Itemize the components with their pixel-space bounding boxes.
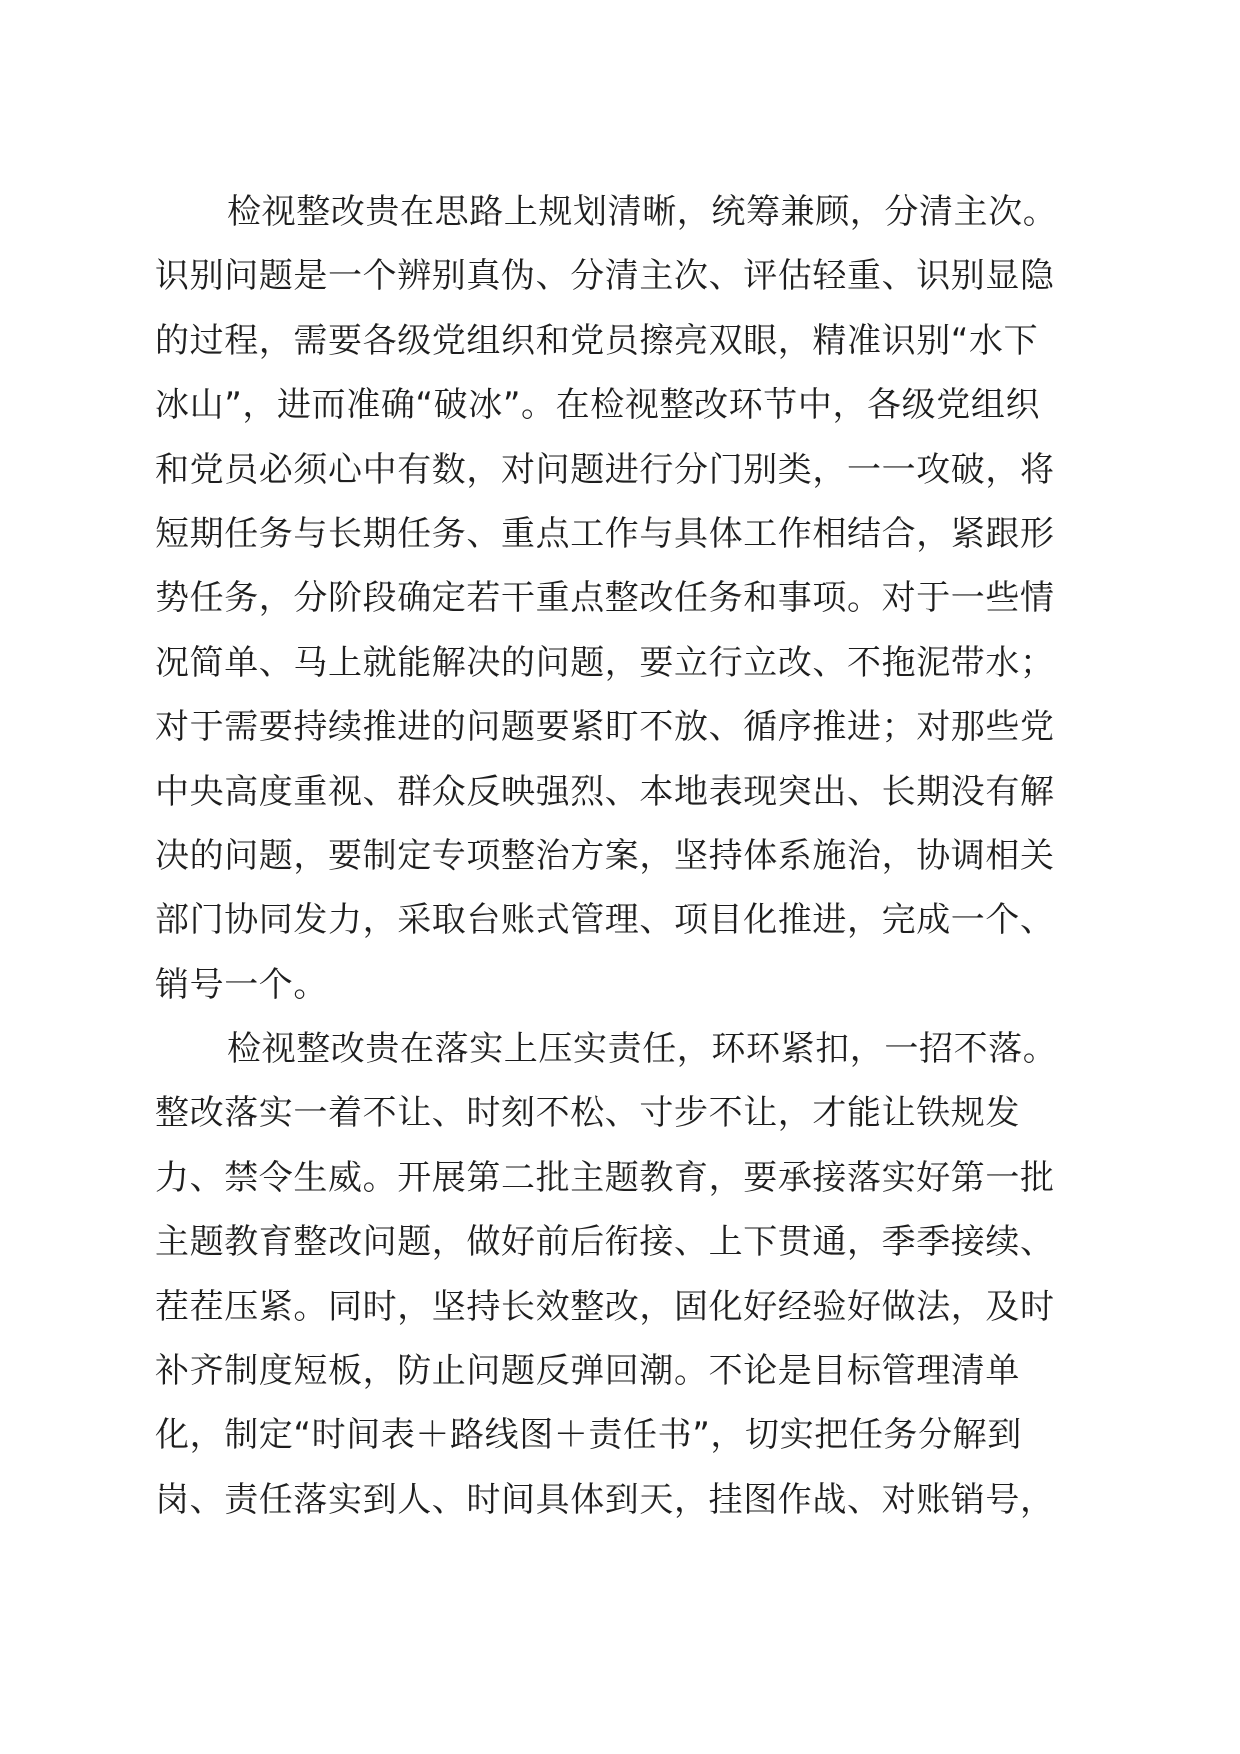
paragraph-line: 化，制定“时间表＋路线图＋责任书”，切实把任务分解到 [155, 1415, 1022, 1456]
paragraph-line: 和党员必须心中有数，对问题进行分门别类，一一攻破，将 [155, 449, 1055, 490]
paragraph-1 [155, 180, 1085, 1017]
paragraph-line: 冰山”，进而准确“破冰”。在检视整改环节中，各级党组织 [155, 385, 1041, 426]
paragraph-line: 销号一个。 [155, 964, 328, 1005]
paragraph-line: 检视整改贵在落实上压实责任，环环紧扣，一招不落。 [227, 1029, 1058, 1070]
paragraph-line: 决的问题，要制定专项整治方案，坚持体系施治，协调相关 [155, 835, 1055, 876]
paragraph-line: 岗、责任落实到人、时间具体到天，挂图作战、对账销号， [155, 1479, 1055, 1520]
paragraph-line: 检视整改贵在思路上规划清晰，统筹兼顾，分清主次。 [227, 192, 1058, 232]
body-text [155, 180, 1085, 1532]
paragraph-line: 况简单、马上就能解决的问题，要立行立改、不拖泥带水； [155, 642, 1055, 683]
paragraph-line: 整改落实一着不让、时刻不松、寸步不让，才能让铁规发 [155, 1093, 1020, 1134]
paragraph-line: 补齐制度短板，防止问题反弹回潮。不论是目标管理清单 [155, 1351, 1020, 1392]
paragraph-2 [155, 1017, 1085, 1532]
paragraph-line: 主题教育整改问题，做好前后衔接、上下贯通，季季接续、 [155, 1222, 1055, 1263]
paragraph-line: 茬茬压紧。同时，坚持长效整改，固化好经验好做法，及时 [155, 1286, 1055, 1327]
paragraph-line: 部门协同发力，采取台账式管理、项目化推进，完成一个、 [155, 900, 1055, 941]
paragraph-line: 力、禁令生威。开展第二批主题教育，要承接落实好第一批 [155, 1157, 1055, 1198]
paragraph-line: 中央高度重视、群众反映强烈、本地表现突出、长期没有解 [155, 771, 1055, 812]
paragraph-line: 短期任务与长期任务、重点工作与具体工作相结合，紧跟形 [155, 513, 1055, 554]
paragraph-line: 势任务，分阶段确定若干重点整改任务和事项。对于一些情 [155, 578, 1055, 619]
paragraph-line: 识别问题是一个辨别真伪、分清主次、评估轻重、识别显隐 [155, 256, 1055, 297]
paragraph-line: 的过程，需要各级党组织和党员擦亮双眼，精准识别“水下 [155, 320, 1039, 361]
paragraph-line: 对于需要持续推进的问题要紧盯不放、循序推进；对那些党 [155, 707, 1055, 748]
